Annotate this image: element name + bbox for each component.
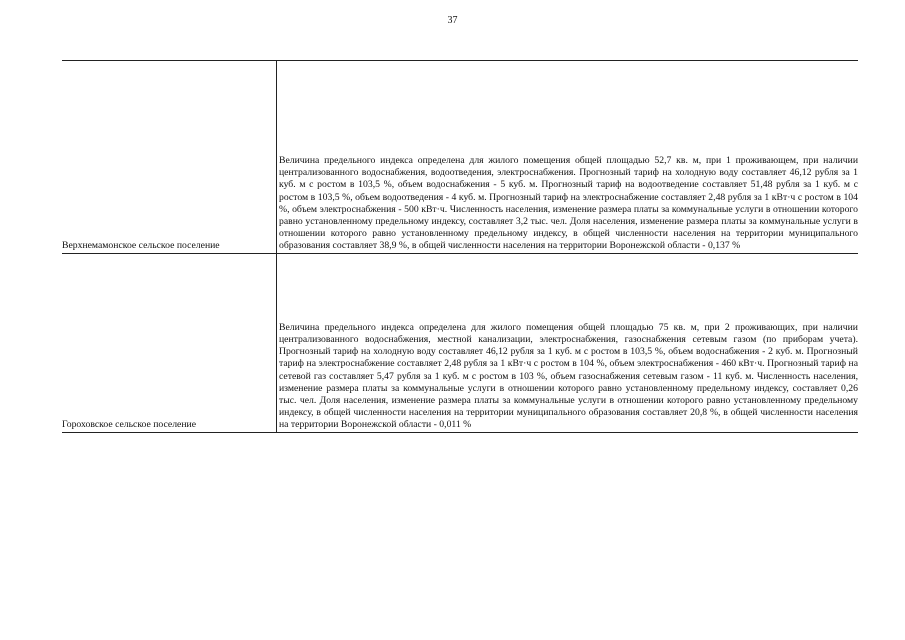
page-number: 37 <box>447 15 458 26</box>
settlement-name: Гороховское сельское поселение <box>62 254 277 433</box>
index-table <box>62 60 858 433</box>
table-row <box>62 254 858 433</box>
settlement-description: Величина предельного индекса определена для жилого помещения общей площадью 52,7 кв. м, при 1 проживающем, при наличии централизованного водоснабжения, водоотведения, электроснабжения. Прогнозный тариф на холодную воду составляет 46,12 рубля за 1 куб. м с ростом в 103,5 %, объем водоснабжения - 5 куб. м. Прогнозный тариф на водоотведение составляет 51,48 рубля за 1 куб. м с ростом в 103,5 %, объем водоотведения - 4 куб. м. Прогнозный тариф на электроснабжение составляет 2,48 рубля за 1 кВт·ч с ростом в 104 %, объем электроснабжения - 500 кВт·ч. Численность населения, изменение размера платы за коммунальные услуги в отношении которого равно установленному предельному индексу, составляет 3,2 тыс. чел. Доля населения, изменение размера платы за коммунальные услуги в отношении которого равно установленному предельному индексу, в общей численности населения на территории муниципального образования составляет 38,9 %, в общей численности населения на территории Воронежской области - 0,137 % <box>277 62 859 254</box>
settlement-name: Верхнемамонское сельское поселение <box>62 62 277 254</box>
settlement-description: Величина предельного индекса определена для жилого помещения общей площадью 75 кв. м, при 2 проживающих, при наличии централизованного водоснабжения, местной канализации, электроснабжения, газоснабжения сетевым газом (по приборам учета). Прогнозный тариф на холодную воду составляет 46,12 рубля за 1 куб. м с ростом в 103,5 %, объем водоснабжения - 2 куб. м. Прогнозный тариф на электроснабжение составляет 2,48 рубля за 1 кВт·ч с ростом в 104 %, объем электроснабжения - 460 кВт·ч. Прогнозный тариф на сетевой газ составляет 5,47 рубля за 1 куб. м с ростом в 103 %, объем газоснабжения сетевым газом - 11 куб. м. Численность населения, изменение размера платы за коммунальные услуги в отношении которого равно установленному предельному индексу, составляет 0,26 тыс. чел. Доля населения, изменение размера платы за коммунальные услуги в отношении которого равно установленному предельному индексу, в общей численности населения на территории муниципального образования составляет 20,8 %, в общей численности населения на территории Воронежской области - 0,011 % <box>277 254 859 433</box>
table-row <box>62 62 858 254</box>
